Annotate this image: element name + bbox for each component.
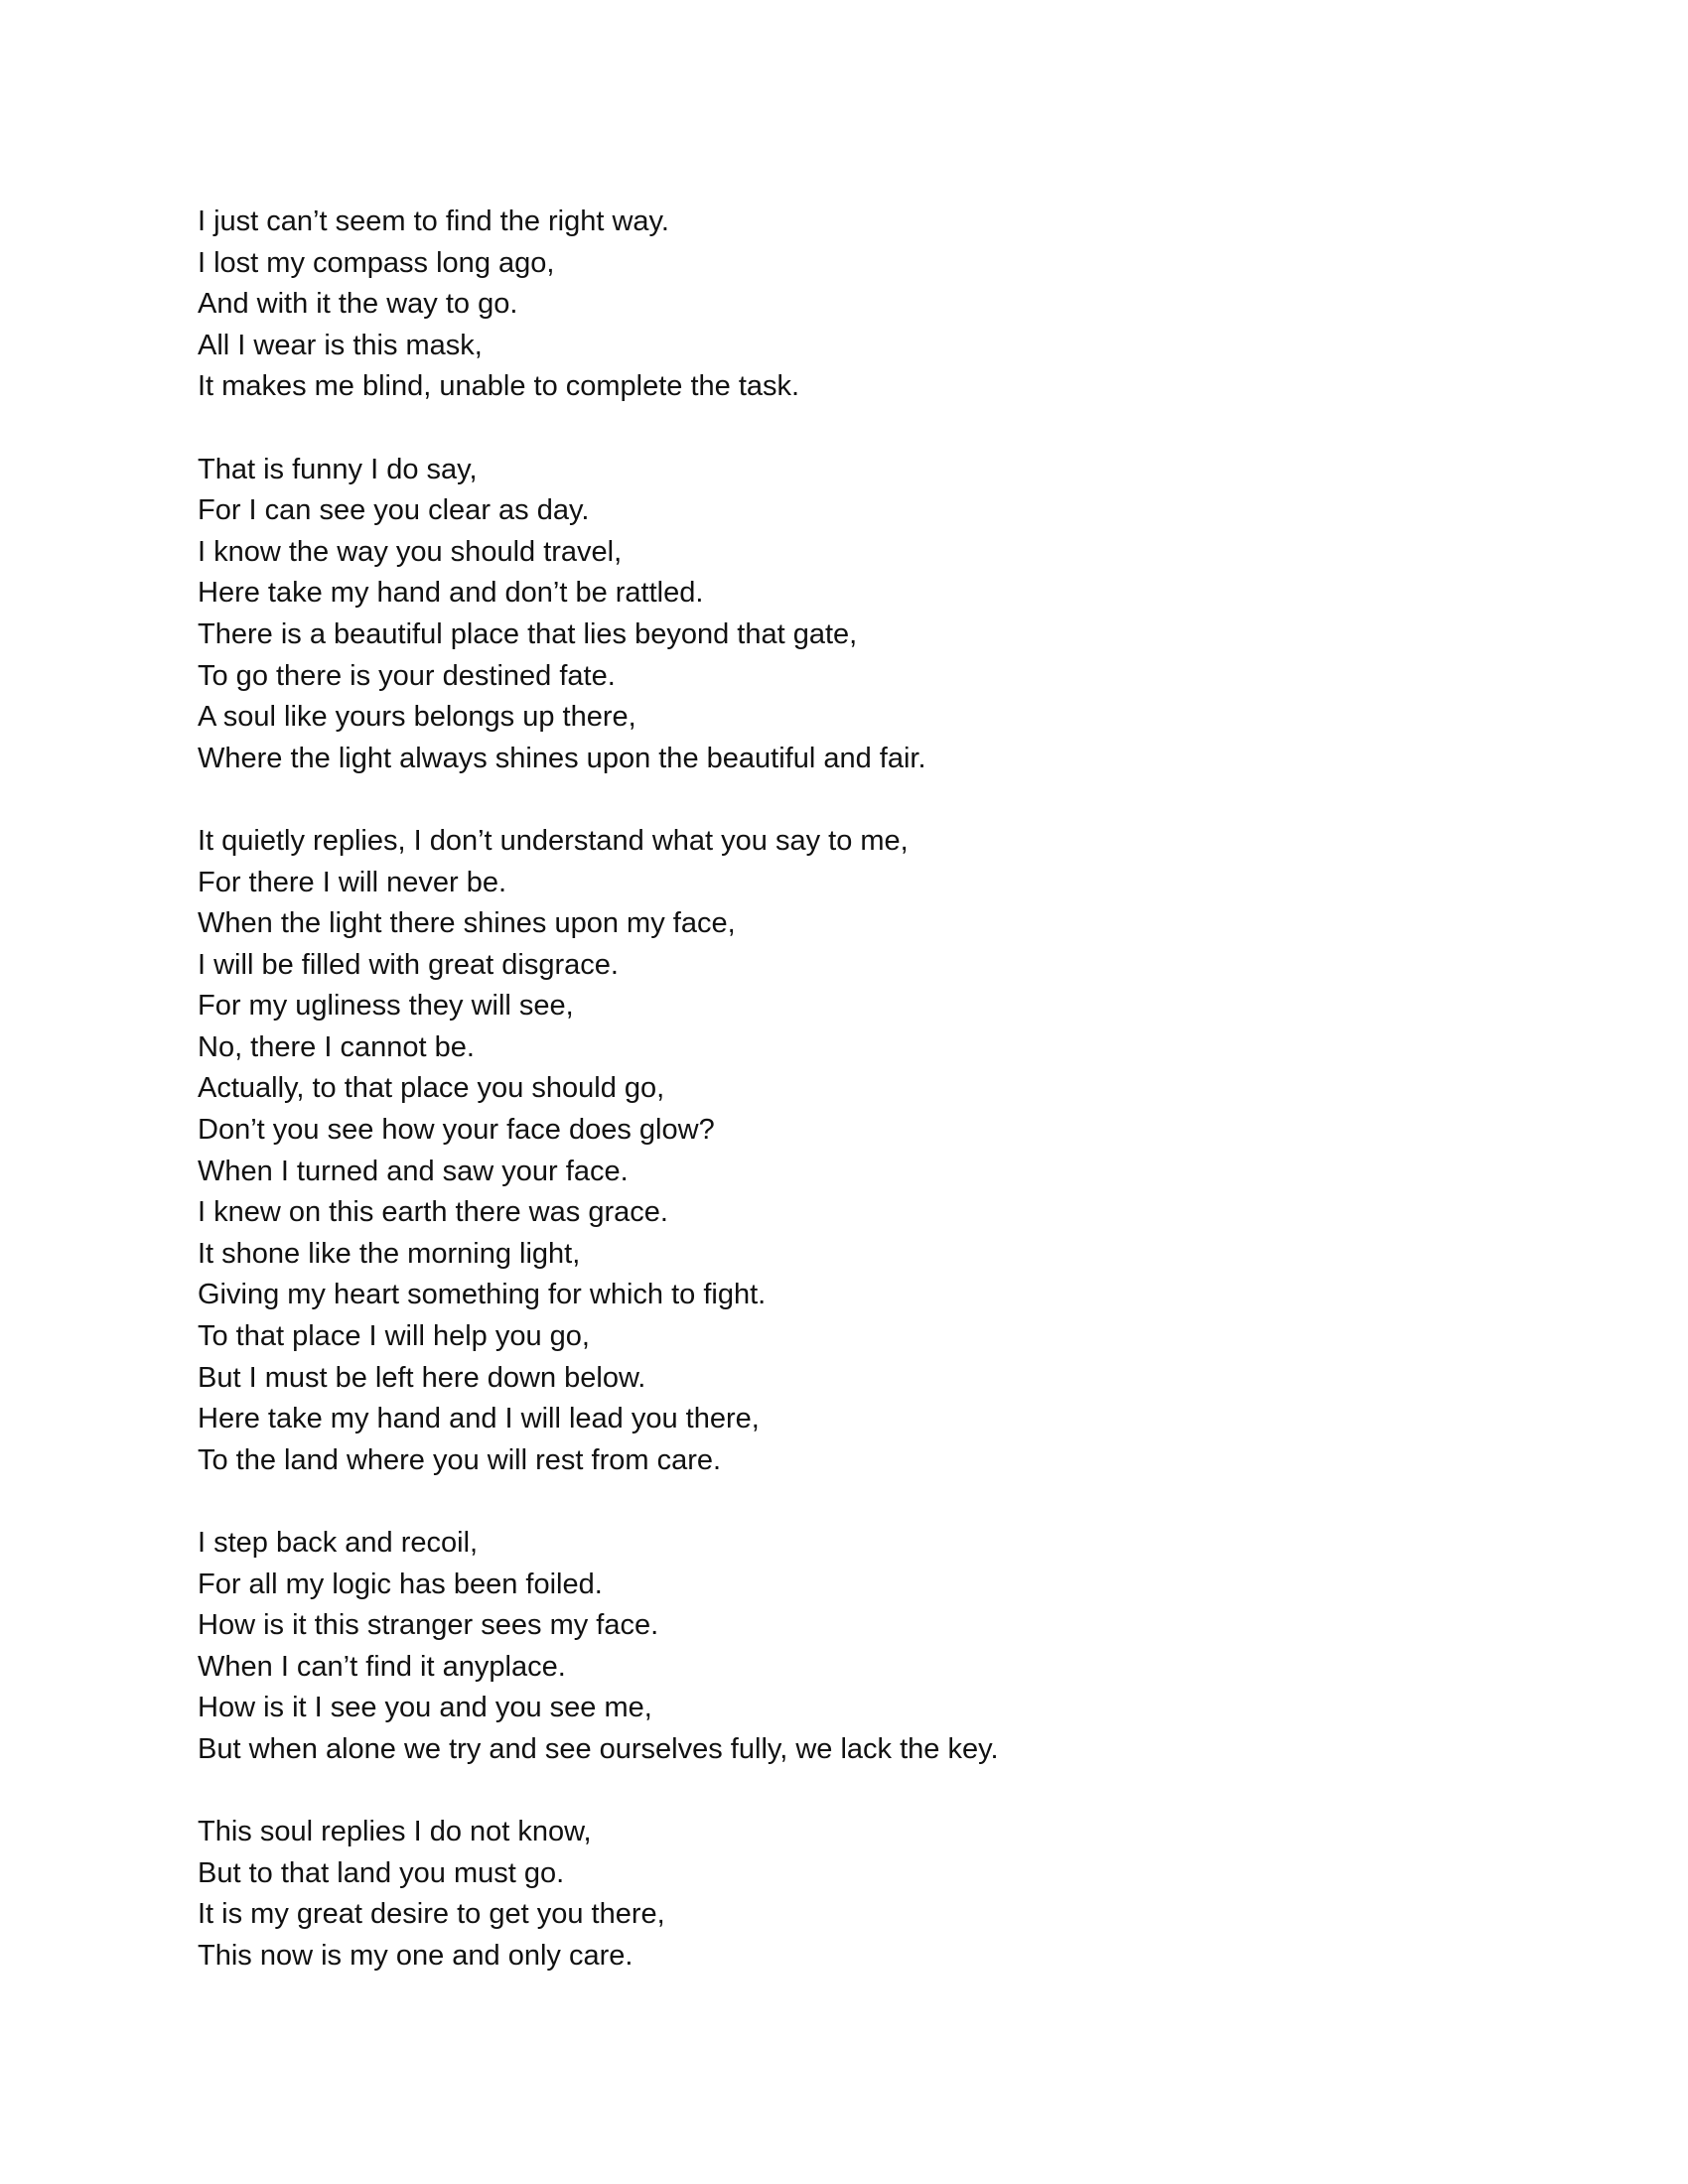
poem-body [198,202,1488,2018]
stanza-5 [198,1812,1488,1977]
poem-line: But I must be left here down below. [198,1361,646,1394]
poem-line: For all my logic has been foiled. [198,1568,603,1600]
poem-line: Don’t you see how your face does glow? [198,1114,715,1147]
poem-line: There is a beautiful place that lies beyond that gate, [198,617,858,650]
poem-line: I know the way you should travel, [198,535,623,568]
poem-line: It makes me blind, unable to complete the task. [198,370,800,403]
stanza-3 [198,821,1488,1482]
poem-line: When I turned and saw your face. [198,1155,629,1187]
poem-line: How is it this stranger sees my face. [198,1609,659,1642]
poem-line: Where the light always shines upon the beautiful and fair. [198,742,926,774]
poem-line: I step back and recoil, [198,1527,479,1559]
poem-line: Giving my heart something for which to fight. [198,1279,767,1311]
poem-line: To the land where you will rest from care. [198,1443,722,1476]
poem-line: I will be filled with great disgrace. [198,948,619,981]
poem-line: And with it the way to go. [198,288,518,321]
poem-line: Here take my hand and don’t be rattled. [198,577,704,610]
poem-line: When I can’t find it anyplace. [198,1650,566,1683]
poem-line: To that place I will help you go, [198,1320,590,1353]
poem-line: It is my great desire to get you there, [198,1898,665,1931]
poem-line: When the light there shines upon my face, [198,907,736,940]
poem-line: For I can see you clear as day. [198,494,590,527]
poem-line: For there I will never be. [198,866,507,898]
poem-line: It shone like the morning light, [198,1237,581,1270]
poem-line: This now is my one and only care. [198,1939,633,1972]
poem-line: No, there I cannot be. [198,1030,475,1063]
poem-line: It quietly replies, I don’t understand what you say to me, [198,824,909,857]
poem-line: I lost my compass long ago, [198,246,555,279]
poem-line: For my ugliness they will see, [198,990,574,1023]
stanza-4 [198,1523,1488,1771]
poem-line: But when alone we try and see ourselves fully, we lack the key. [198,1732,999,1765]
poem-line: I knew on this earth there was grace. [198,1196,668,1229]
stanza-1 [198,202,1488,408]
poem-line: A soul like yours belongs up there, [198,701,636,734]
poem-line: How is it I see you and you see me, [198,1692,652,1724]
poem-line: All I wear is this mask, [198,329,483,361]
poem-line: But to that land you must go. [198,1856,565,1889]
poem-line: Here take my hand and I will lead you there, [198,1403,760,1435]
poem-line: This soul replies I do not know, [198,1816,592,1848]
poem-line: I just can’t seem to find the right way. [198,205,669,237]
poem-line: Actually, to that place you should go, [198,1072,665,1105]
poem-line: To go there is your destined fate. [198,659,616,692]
stanza-2 [198,450,1488,780]
poem-line: That is funny I do say, [198,453,478,485]
